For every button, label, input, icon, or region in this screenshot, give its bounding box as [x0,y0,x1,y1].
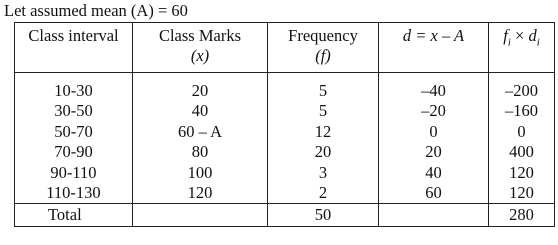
header-class-interval: Class interval [15,23,133,73]
interval-cell: 90-110 [15,163,133,183]
mark-cell: 40 [133,101,268,121]
mark-cell: 60 – A [133,122,268,142]
frequency-cell: 3 [268,163,379,183]
deviation-cell: –20 [379,101,489,121]
frequency-cell: 2 [268,183,379,204]
total-product-cell: 280 [489,204,555,227]
total-label: Total [15,204,133,227]
header-deviation: d = x – A [379,23,489,73]
interval-cell: 70-90 [15,142,133,162]
product-cell: 400 [489,142,555,162]
total-row [15,204,555,227]
mark-cell: 100 [133,163,268,183]
table-row [15,183,555,204]
header-row [15,23,555,73]
product-cell: –200 [489,73,555,102]
product-cell: 0 [489,122,555,142]
table-row [15,163,555,183]
interval-cell: 10-30 [15,73,133,102]
frequency-table [14,22,555,227]
mark-cell: 20 [133,73,268,102]
total-mark-cell [133,204,268,227]
header-product: $f_i \times d_i$ [489,23,555,73]
deviation-cell: 20 [379,142,489,162]
table-row [15,73,555,102]
frequency-cell: 20 [268,142,379,162]
interval-cell: 110-130 [15,183,133,204]
header-frequency: Frequency (f) [268,23,379,73]
frequency-cell: 5 [268,101,379,121]
header-class-marks: Class Marks (x) [133,23,268,73]
table-row [15,142,555,162]
deviation-cell: –40 [379,73,489,102]
table-row [15,101,555,121]
mark-cell: 120 [133,183,268,204]
mark-cell: 80 [133,142,268,162]
deviation-cell: 60 [379,183,489,204]
product-cell: 120 [489,183,555,204]
product-cell: –160 [489,101,555,121]
deviation-cell: 40 [379,163,489,183]
assumed-mean-heading: Let assumed mean (A) = 60 [4,1,188,20]
total-deviation-cell [379,204,489,227]
interval-cell: 30-50 [15,101,133,121]
frequency-cell: 12 [268,122,379,142]
deviation-cell: 0 [379,122,489,142]
table-row [15,122,555,142]
product-cell: 120 [489,163,555,183]
total-frequency-cell: 50 [268,204,379,227]
frequency-cell: 5 [268,73,379,102]
interval-cell: 50-70 [15,122,133,142]
